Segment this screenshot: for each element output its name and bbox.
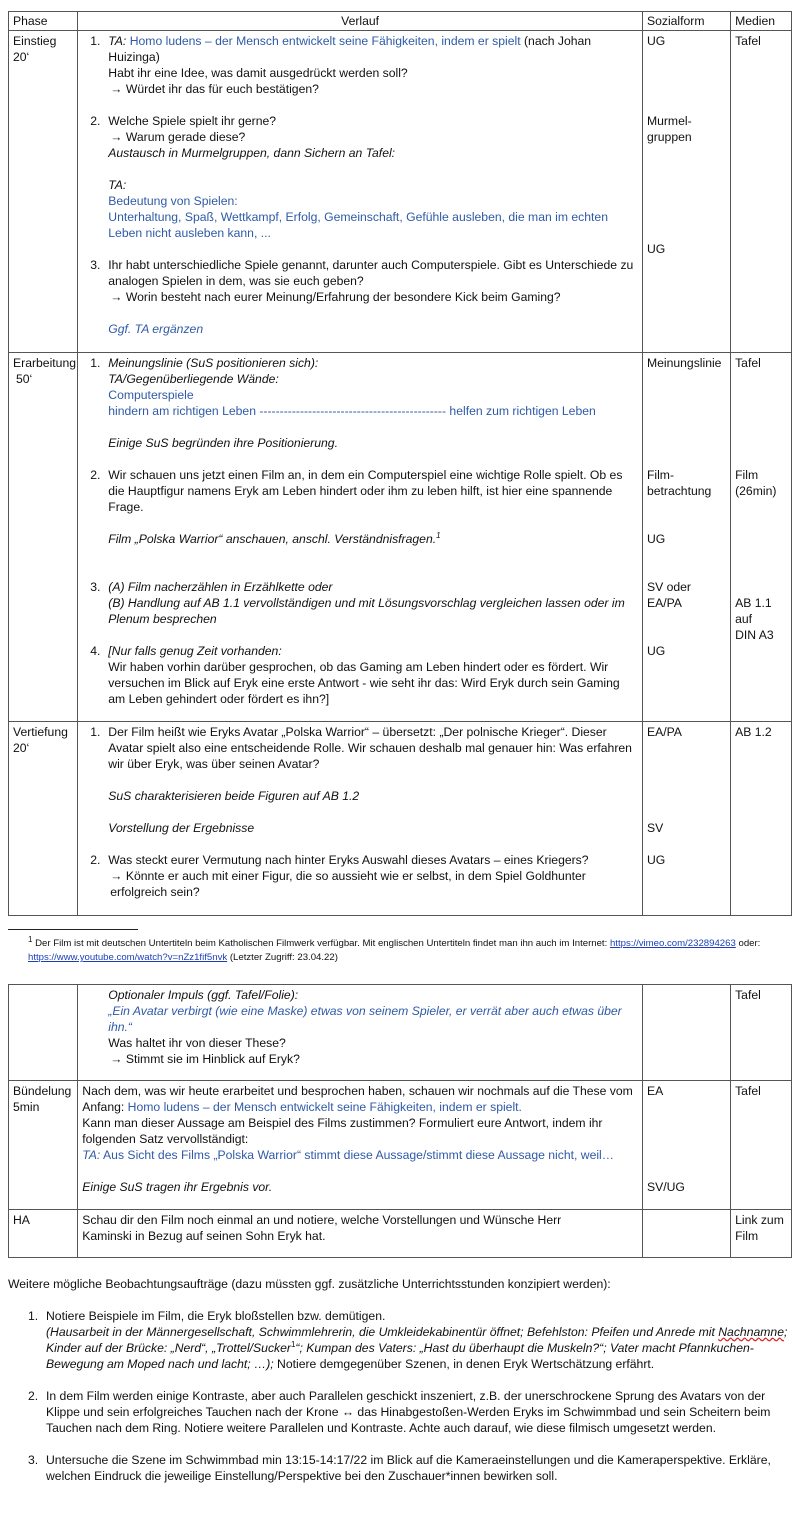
list-item: 2. Welche Spiele spielt ihr gerne? → Warum gerade diese? Austausch in Murmelgruppen, dann Sichern an Tafel: TA: Bedeutung von Spielen: Unterhaltung, Spaß, Wettkampf, Erfolg, Gemeinschaft, Gefühle ausleben, die man im echten Leben nicht ausleben kann, ...: [90, 114, 608, 240]
header-sozialform: Sozialform: [642, 12, 730, 31]
row-erarbeitung: [9, 353, 792, 722]
youtube-link[interactable]: https://www.youtube.com/watch?v=nZz1fif5nvk: [28, 952, 228, 963]
medien-cell: Tafel: [731, 1081, 792, 1210]
phase-cell: Erarbeitung 50‘: [9, 353, 78, 722]
list-item: 1. Meinungslinie (SuS positionieren sich): TA/Gegenüberliegende Wände: Computerspiele hindern am richtigen Leben ---------------------------------------------- helfen zum richtigen Leben Einige SuS begründen ihre Positionierung.: [90, 356, 596, 450]
sozialform-cell: EA SV/UG: [642, 1081, 730, 1210]
medien-cell: AB 1.2: [731, 722, 792, 916]
header-row: [9, 12, 792, 31]
lesson-plan-table-continued: [8, 984, 792, 1258]
phase-name: Einstieg: [13, 34, 57, 48]
medien-cell: Tafel: [731, 985, 792, 1081]
phase-duration: 20‘: [13, 50, 30, 64]
sozialform-cell: UG Murmel- gruppen UG: [642, 31, 730, 353]
ta-text: Homo ludens – der Mensch entwickelt seine Fähigkeiten, indem er spielt: [129, 34, 521, 48]
vimeo-link[interactable]: https://vimeo.com/232894263: [609, 938, 736, 949]
list-item: 4. [Nur falls genug Zeit vorhanden: Wir haben vorhin darüber gesprochen, ob das Gaming am Leben hindert oder es fördert. Wir versuchen im Blick auf Eryk eine erste Antwort - wie seht ihr das: Wird Eryk durch sein Gaming am Leben gehindert oder fördert es ihn?]: [90, 644, 620, 706]
further-tasks-intro: Weitere mögliche Beobachtungsaufträge (dazu müssten ggf. zusätzliche Unterrichtsstunden konzipiert werden):: [8, 1277, 611, 1291]
footnote-separator: [8, 929, 138, 930]
verlauf-cell: Nach dem, was wir heute erarbeitet und besprochen haben, schauen wir nochmals auf die These vom Anfang: Homo ludens – der Mensch entwickelt seine Fähigkeiten, indem er spielt. Kann man dieser Aussage am Beispiel des Films zustimmen? Formuliert eure Antwort, indem ihr folgenden Satz vervollständigt: TA: Aus Sicht des Films „Polska Warrior“ stimmt diese Aussage/stimmt diese Aussage nicht, weil… Einige SuS tragen ihr Ergebnis vor.: [78, 1081, 643, 1210]
sozialform-cell: EA/PA SV UG: [642, 722, 730, 916]
list-item: 3. Ihr habt unterschiedliche Spiele genannt, darunter auch Computerspiele. Gibt es Unterschiede zu analogen Spielen in dem, was sie euch geben? → Worin besteht nach eurer Meinung/Erfahrung der besondere Kick beim Gaming? Ggf. TA ergänzen: [90, 258, 634, 336]
row-einstieg: [9, 31, 792, 353]
row-continuation: [9, 985, 792, 1081]
row-ha: [9, 1210, 792, 1258]
verlauf-cell: Schau dir den Film noch einmal an und notiere, welche Vorstellungen und Wünsche Herr Kaminski in Bezug auf seinen Sohn Eryk hat.: [78, 1210, 643, 1258]
sozialform-cell: Meinungslinie Film- betrachtung UG SV oder EA/PA UG: [642, 353, 730, 722]
verlauf-cell: [78, 722, 643, 916]
lesson-plan-table: [8, 11, 792, 916]
row-buendelung: [9, 1081, 792, 1210]
header-verlauf: Verlauf: [78, 12, 643, 31]
list-item: 3. (A) Film nacherzählen in Erzählkette oder (B) Handlung auf AB 1.1 vervollständigen und mit Lösungsvorschlag vergleichen lassen oder im Plenum besprechen: [90, 580, 625, 626]
medien-cell: Tafel Film (26min) AB 1.1 auf DIN A3: [731, 353, 792, 722]
phase-cell: [9, 31, 78, 353]
header-phase: Phase: [9, 12, 78, 31]
header-medien: Medien: [731, 12, 792, 31]
footnote: $^1$ Der Film ist mit deutschen Untertiteln beim Katholischen Filmwerk verfügbar. Mit englischen Untertiteln findet man ihn auch im Internet: https://vimeo.com/232894263 oder: https://www.youtube.com/watch?v=nZz1fif5nvk (Letzter Zugriff: 23.04.22): [28, 934, 761, 963]
phase-cell: HA: [9, 1210, 78, 1258]
list-item: 1. Notiere Beispiele im Film, die Eryk bloßstellen bzw. demütigen. (Hausarbeit in der Männergesellschaft, Schwimmlehrerin, die Umkleidekabinentür öffnet; Befehlston: Pfeifen und Anrede mit Nachnamne; Kinder auf der Brücke: „Nerd“, „Trottel/Sucker$^1$“; Kumpan des Vaters: „Hast du überhaupt die Muskeln?“; Vater macht Pfannkuchen-Bewegung am Moped nach und lacht; …); Notiere demgegenüber Szenen, in denen Eryk Wertschätzung erfährt.: [28, 1309, 788, 1371]
verlauf-cell: [78, 31, 643, 353]
list-item: 2. Was steckt eurer Vermutung nach hinter Eryks Auswahl dieses Avatars – eines Kriegers? → Könnte er auch mit einer Figur, die so aussieht wie er selbst, in dem Spiel Goldhunter erfolgreich sein?: [90, 853, 589, 899]
list-item: 2. In dem Film werden einige Kontraste, aber auch Parallelen geschickt inszeniert, z.B. der unerschrockene Sprung des Avatars von der Klippe und sein erfolgreiches Tauchen nach der Krone ↔ das Hinabgestoßen-Werden Eryks im Schwimmbad und sein Scheitern beim Tauchen nach dem Ring. Notiere weitere Parallelen und Kontraste. Achte auch darauf, wie diese filmisch umgesetzt werden.: [28, 1389, 771, 1435]
row-vertiefung: [9, 722, 792, 916]
medien-cell: Link zum Film: [731, 1210, 792, 1258]
medien-cell: Tafel: [731, 31, 792, 353]
further-tasks: [8, 1276, 792, 1500]
list-item: 1. Der Film heißt wie Eryks Avatar „Polska Warrior“ – übersetzt: „Der polnische Krieger“. Dieser Avatar spielt also eine entscheidende Rolle. Wir schauen deshalb mal genauer hin: Was erfahren wir über Eryk, was über seinen Avatar? SuS charakterisieren beide Figuren auf AB 1.2 Vorstellung der Ergebnisse: [90, 725, 632, 835]
list-item: 2. Wir schauen uns jetzt einen Film an, in dem ein Computerspiel eine wichtige Rolle spielt. Ob es die Hauptfigur namens Eryk am Leben hindert oder ihm zu leben hilft, ist hier eine spannende Frage. Film „Polska Warrior“ anschauen, anschl. Verständnisfragen.$^1$: [90, 468, 623, 546]
phase-cell: Vertiefung 20‘: [9, 722, 78, 916]
footnote-reference: 1: [436, 530, 441, 540]
list-item: 1. TA: Homo ludens – der Mensch entwickelt seine Fähigkeiten, indem er spielt (nach Johan Huizinga) Habt ihr eine Idee, was damit ausgedrückt werden soll? → Würdet ihr das für euch bestätigen?: [90, 34, 592, 96]
verlauf-cell: [78, 353, 643, 722]
verlauf-cell: Optionaler Impuls (ggf. Tafel/Folie): „Ein Avatar verbirgt (wie eine Maske) etwas von seinem Spieler, er verrät aber auch etwas über ihn.“ Was haltet ihr von dieser These? → Stimmt sie im Hinblick auf Eryk?: [78, 985, 643, 1081]
list-item: 3. Untersuche die Szene im Schwimmbad min 13:15-14:17/22 im Blick auf die Kameraeinstellungen und die Kameraperspektive. Erkläre, welchen Eindruck die jeweilige Einstellung/Perspektive bei den Zuschauer*innen bewirken soll.: [28, 1453, 771, 1483]
phase-cell: Bündelung 5min: [9, 1081, 78, 1210]
